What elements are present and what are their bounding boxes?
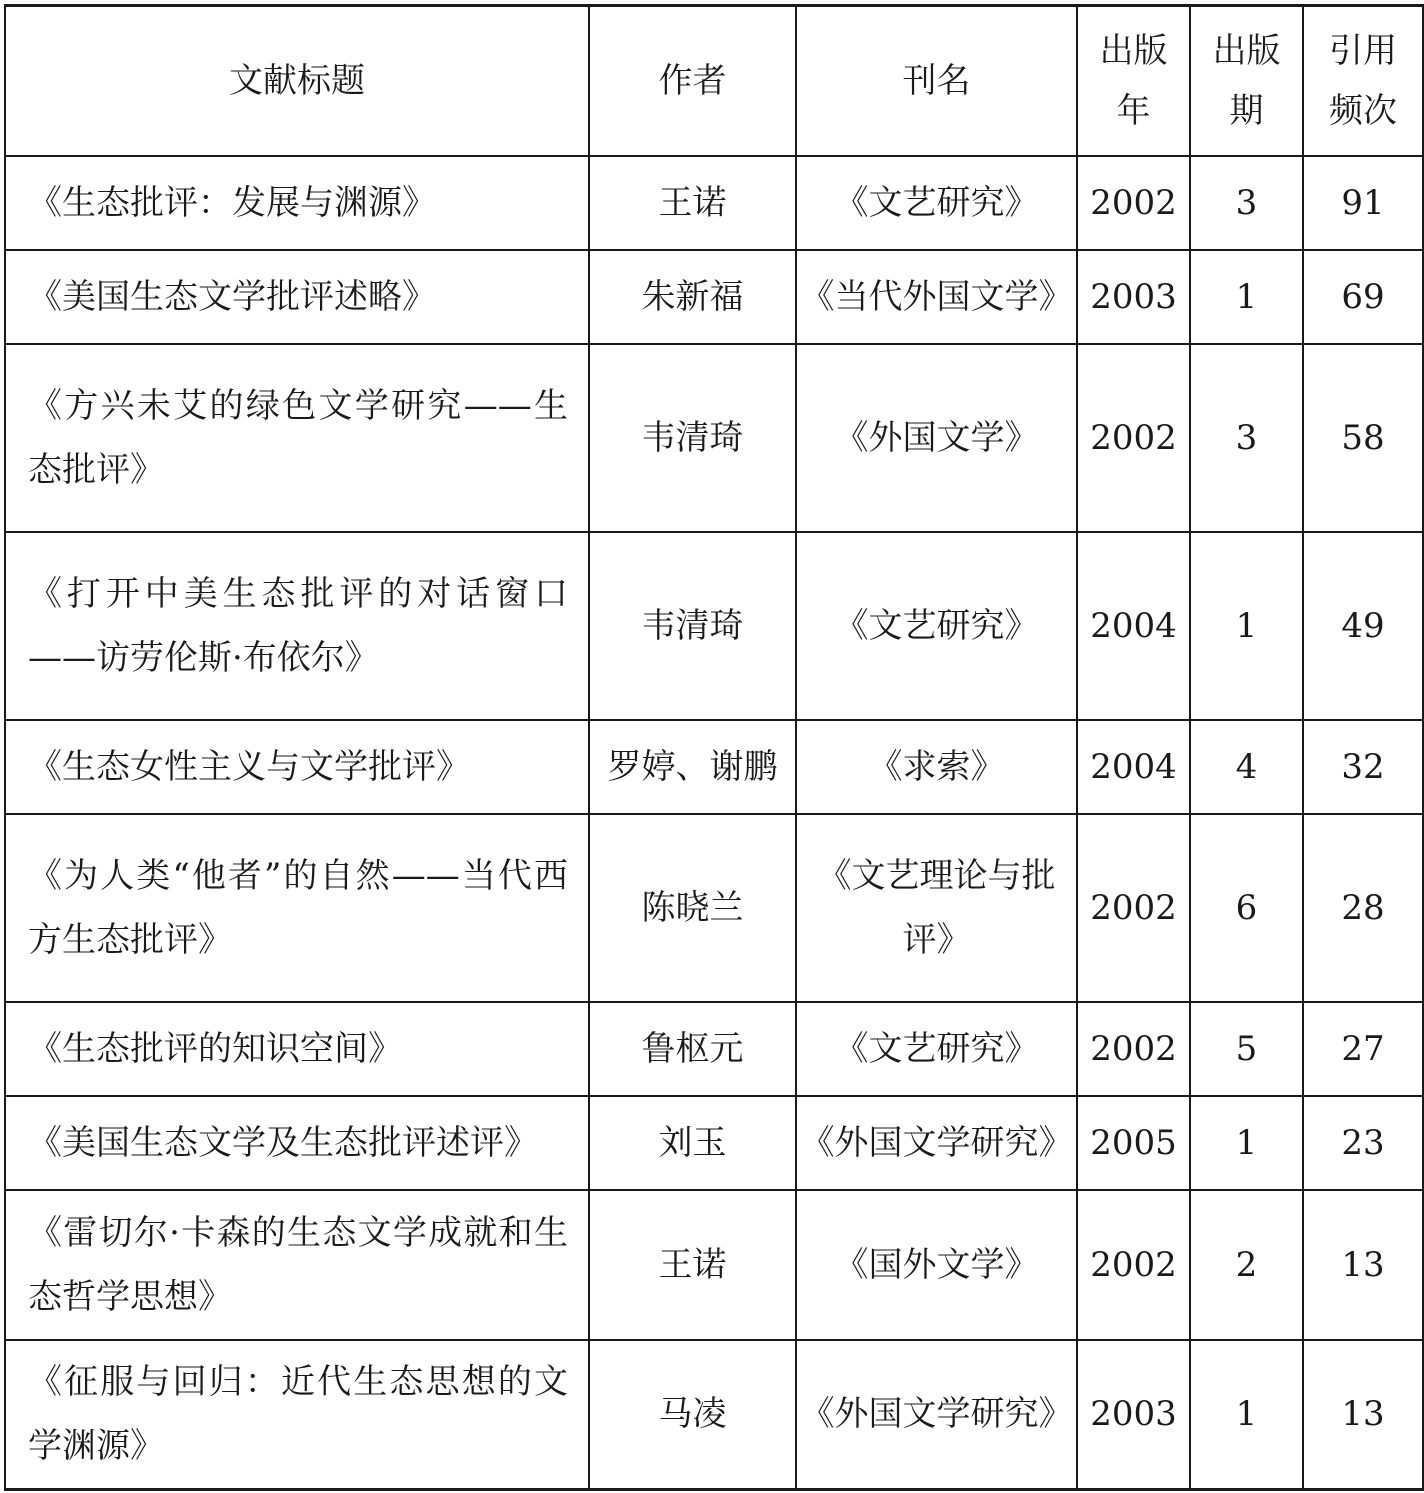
cell-issue: 1: [1190, 250, 1303, 344]
cell-cites: 32: [1303, 720, 1423, 814]
cell-year: 2002: [1077, 1190, 1190, 1340]
cell-cites: 23: [1303, 1096, 1423, 1190]
cell-year: 2002: [1077, 344, 1190, 532]
cell-journal: 《国外文学》: [796, 1190, 1077, 1340]
header-year-line2: 年: [1116, 90, 1151, 131]
cell-title: 《为人类“他者”的自然——当代西方生态批评》: [5, 814, 589, 1002]
cell-issue: 1: [1190, 1096, 1303, 1190]
cell-cites: 49: [1303, 532, 1423, 720]
cell-author: 韦清琦: [589, 532, 796, 720]
cell-author: 朱新福: [589, 250, 796, 344]
cell-author: 陈晓兰: [589, 814, 796, 1002]
cell-cites: 28: [1303, 814, 1423, 1002]
cell-title: 《征服与回归：近代生态思想的文学渊源》: [5, 1340, 589, 1490]
cell-journal: 《当代外国文学》: [796, 250, 1077, 344]
table-header-row: [5, 6, 1423, 156]
cell-author: 马凌: [589, 1340, 796, 1490]
citation-table: [4, 4, 1424, 1491]
cell-title: 《生态批评的知识空间》: [5, 1002, 589, 1096]
cell-cites: 13: [1303, 1340, 1423, 1490]
cell-journal: 《文艺研究》: [796, 1002, 1077, 1096]
citation-table-container: [4, 4, 1422, 1491]
header-title: 文献标题: [5, 6, 589, 156]
cell-title: 《方兴未艾的绿色文学研究——生态批评》: [5, 344, 589, 532]
table-row: [5, 720, 1423, 814]
table-row: [5, 156, 1423, 250]
cell-cites: 27: [1303, 1002, 1423, 1096]
table-row: [5, 1190, 1423, 1340]
header-author: 作者: [589, 6, 796, 156]
header-cites-line2: 频次: [1329, 90, 1397, 131]
header-issue: [1190, 6, 1303, 156]
cell-journal: 《文艺研究》: [796, 532, 1077, 720]
table-row: [5, 1002, 1423, 1096]
cell-cites: 69: [1303, 250, 1423, 344]
header-year: [1077, 6, 1190, 156]
cell-issue: 5: [1190, 1002, 1303, 1096]
header-year-line1: 出版: [1099, 30, 1168, 71]
cell-journal: 《求索》: [796, 720, 1077, 814]
cell-year: 2003: [1077, 250, 1190, 344]
header-cites: [1303, 6, 1423, 156]
cell-journal: 《文艺理论与批评》: [796, 814, 1077, 1002]
cell-issue: 2: [1190, 1190, 1303, 1340]
cell-issue: 6: [1190, 814, 1303, 1002]
cell-cites: 91: [1303, 156, 1423, 250]
cell-journal: 《外国文学研究》: [796, 1096, 1077, 1190]
cell-title: 《生态批评：发展与渊源》: [5, 156, 589, 250]
table-row: [5, 344, 1423, 532]
cell-title: 《美国生态文学及生态批评述评》: [5, 1096, 589, 1190]
cell-title: 《生态女性主义与文学批评》: [5, 720, 589, 814]
cell-journal: 《文艺研究》: [796, 156, 1077, 250]
table-row: [5, 814, 1423, 1002]
cell-year: 2002: [1077, 156, 1190, 250]
table-row: [5, 1096, 1423, 1190]
cell-title: 《雷切尔·卡森的生态文学成就和生态哲学思想》: [5, 1190, 589, 1340]
cell-title: 《打开中美生态批评的对话窗口——访劳伦斯·布依尔》: [5, 532, 589, 720]
cell-year: 2004: [1077, 532, 1190, 720]
cell-year: 2002: [1077, 1002, 1190, 1096]
cell-issue: 1: [1190, 532, 1303, 720]
cell-journal: 《外国文学》: [796, 344, 1077, 532]
cell-year: 2005: [1077, 1096, 1190, 1190]
header-issue-line1: 出版: [1212, 30, 1281, 71]
cell-author: 王诺: [589, 1190, 796, 1340]
cell-issue: 4: [1190, 720, 1303, 814]
cell-year: 2003: [1077, 1340, 1190, 1490]
header-cites-line1: 引用: [1329, 30, 1397, 71]
cell-cites: 58: [1303, 344, 1423, 532]
cell-title: 《美国生态文学批评述略》: [5, 250, 589, 344]
table-row: [5, 250, 1423, 344]
cell-cites: 13: [1303, 1190, 1423, 1340]
cell-author: 刘玉: [589, 1096, 796, 1190]
cell-issue: 3: [1190, 344, 1303, 532]
cell-issue: 3: [1190, 156, 1303, 250]
header-journal: 刊名: [796, 6, 1077, 156]
cell-issue: 1: [1190, 1340, 1303, 1490]
cell-author: 罗婷、谢鹏: [589, 720, 796, 814]
table-row: [5, 532, 1423, 720]
table-row: [5, 1340, 1423, 1490]
header-issue-line2: 期: [1229, 90, 1264, 131]
cell-author: 王诺: [589, 156, 796, 250]
cell-journal: 《外国文学研究》: [796, 1340, 1077, 1490]
cell-year: 2004: [1077, 720, 1190, 814]
cell-year: 2002: [1077, 814, 1190, 1002]
cell-author: 鲁枢元: [589, 1002, 796, 1096]
cell-author: 韦清琦: [589, 344, 796, 532]
